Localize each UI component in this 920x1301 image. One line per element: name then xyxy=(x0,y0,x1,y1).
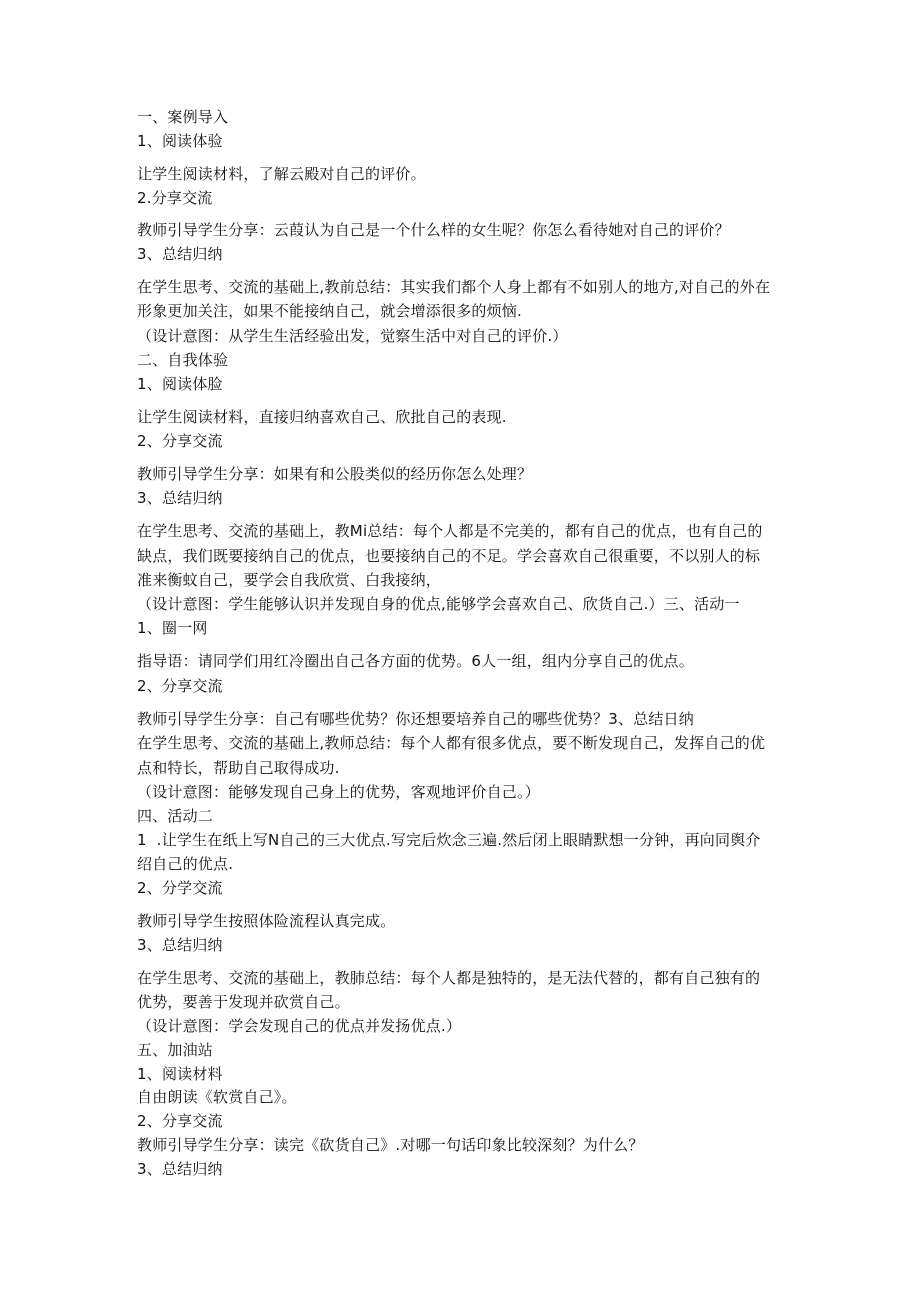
subsection-heading: 3、总结归纳 xyxy=(137,936,223,954)
paragraph-line: 教师引导学生分享：自己有哪些优势？你还想要培养自己的哪些优势？3、总结日纳 xyxy=(137,710,694,728)
subsection-heading: 2、分享交流 xyxy=(137,1112,223,1130)
design-intent-note: （设计意图：从学生生活经验出发，觉察生活中对自己的评价.） xyxy=(137,327,568,345)
paragraph-line: 让学生阅读材料，了解云殿对自己的评价。 xyxy=(137,165,426,183)
subsection-heading: 2、分享交流 xyxy=(137,677,223,695)
subsection-heading: 3、总结归纳 xyxy=(137,245,223,263)
subsection-heading: 2、分享交流 xyxy=(137,432,223,450)
paragraph-line: 绍自己的优点. xyxy=(137,855,234,873)
paragraph-line: 缺点，我们既要接纳自己的优点，也要接纳自己的不足。学会喜欢自己很重要，不以别人的标 xyxy=(137,547,761,565)
subsection-heading: 2.分享交流 xyxy=(137,189,213,207)
paragraph-line: 教师引导学生分享：读完《砍货自己》.对哪一句话印象比较深刻？为什么？ xyxy=(137,1136,644,1154)
paragraph-line: 在学生思考、交流的基础上,教师总结：每个人都有很多优点，要不断发现自己，发挥自己的优 xyxy=(137,734,766,752)
subsection-heading: 3、总结归纳 xyxy=(137,489,223,507)
design-intent-note: （设计意图：学会发现自己的优点并发扬优点.） xyxy=(137,1017,462,1035)
paragraph-line: 在学生思考、交流的基础上，教肺总结：每个人都是独特的，是无法代替的，都有自己独有的 xyxy=(137,969,761,987)
subsection-heading: 1、阅读体脸 xyxy=(137,375,223,393)
paragraph-line: 1 .让学生在纸上写N自己的三大优点.写完后炊念三遍.然后闭上眼睛默想一分钟，再向同舆介 xyxy=(137,831,761,849)
paragraph-line: 教师引导学生按照体险流程认真完成。 xyxy=(137,912,396,930)
design-intent-note: （设计意图：学生能够认识并发现自身的优点,能够学会喜欢自己、欣货自己.）三、活动一 xyxy=(137,595,740,613)
subsection-heading: 2、分学交流 xyxy=(137,879,223,897)
section-heading: 一、案例导入 xyxy=(137,108,229,126)
subsection-heading: 1、阅读材料 xyxy=(137,1065,223,1083)
paragraph-line: 形象更加关注，如果不能接纳自己，就会增添很多的烦恼. xyxy=(137,302,522,320)
design-intent-note: （设计意图：能够发现自己身上的优势，客观地评价自己。） xyxy=(137,783,540,801)
section-heading: 二、自我体验 xyxy=(137,351,229,369)
paragraph-line: 优势，要善于发现并砍赏自己。 xyxy=(137,993,350,1011)
paragraph-line: 让学生阅读材料，直接归纳喜欢自己、欣批自己的表现. xyxy=(137,408,507,426)
paragraph-line: 准来衡蚊自己，要学会自我欣赏、白我接纳， xyxy=(137,571,442,589)
section-heading: 四、活动二 xyxy=(137,807,214,825)
paragraph-line: 在学生思考、交流的基础上，教Mi总结：每个人都是不完美的，都有自己的优点，也有自己的 xyxy=(137,522,763,540)
paragraph-line: 点和特长，帮助自己取得成功. xyxy=(137,759,340,777)
paragraph-line: 自由朗读《软赏自己》。 xyxy=(137,1088,297,1106)
subsection-heading: 1、圈一网 xyxy=(137,619,208,637)
subsection-heading: 1、阅读体验 xyxy=(137,132,223,150)
paragraph-line: 教师引导学生分享：云葭认为自己是一个什么样的女生呢？你怎么看待她对自己的评价？ xyxy=(137,221,730,239)
subsection-heading: 3、总结归纳 xyxy=(137,1160,223,1178)
section-heading: 五、加油站 xyxy=(137,1041,214,1059)
paragraph-line: 教师引导学生分享：如果有和公股类似的经历你怎么处理？ xyxy=(137,465,533,483)
paragraph-line: 在学生思考、交流的基础上,教前总结：其实我们都个人身上都有不如别人的地方,对自己的外在 xyxy=(137,278,771,296)
paragraph-line: 指导语：请同学们用红冷圈出自己各方面的优势。6人一组，组内分享自己的优点。 xyxy=(137,652,694,670)
